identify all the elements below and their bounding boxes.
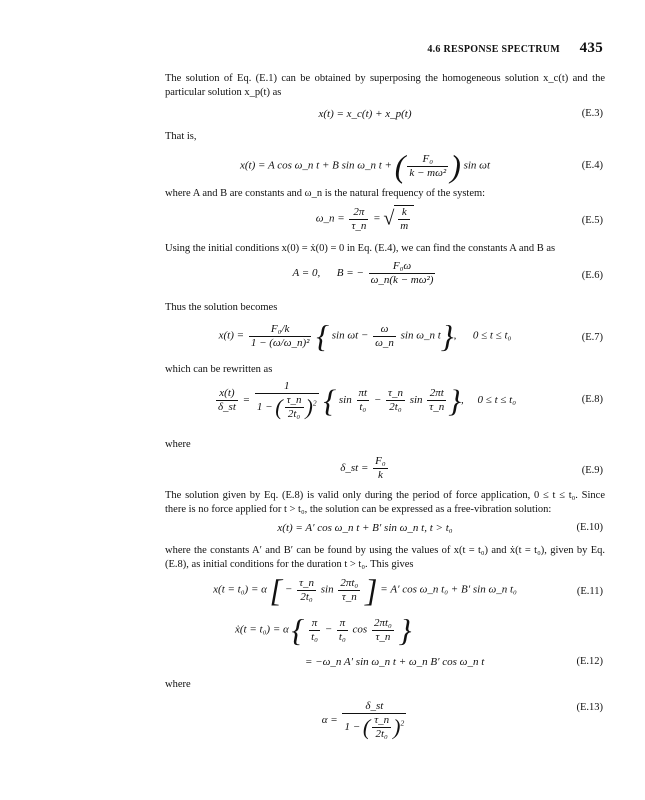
- equation-e11: x(t = t₀) = α [ − $\frac{\tau\_n}{\text{2t₀}}$ sin $\frac{\text{2πt₀}}{\tau\_n}$ ] = A′ cos ω_n t₀ + B′ sin ω_n t₀ (E.11): [213, 572, 603, 608]
- equation-e9: δ_st = $\frac{\text{F₀}}{k}$ (E.9): [340, 455, 603, 481]
- paragraph: Thus the solution becomes: [165, 302, 278, 313]
- paragraph: That is,: [165, 131, 197, 142]
- paragraph: where the constants A′ and B′ can be found by using the values of x(t = t₀) and ẋ(t = t₀), given by Eq. (E.8), as initial conditions for the duration t > t₀. This gives: [165, 545, 605, 570]
- equation-e10: x(t) = A′ cos ω_n t + B′ sin ω_n t, t > t₀ (E.10): [277, 522, 603, 534]
- equation-e3: x(t) = x_c(t) + x_p(t) (E.3): [318, 108, 603, 120]
- section-title: 4.6 RESPONSE SPECTRUM: [427, 44, 561, 55]
- equation-e8: $\frac{x(t)}{\delta\_st}$ = 1 1 − ( $\frac{\tau\_n}{\text{2t₀}}$ )$^2$ { sin $\frac{\pi t}{\text{t₀}}$ − $\frac{\tau\_n}{\text{2t₀}}$ sin $\frac{2\pi t}{\tau\_n}$ }, 0 ≤ t ≤ t₀ (E.8): [217, 380, 603, 420]
- equation-e4: x(t) = A cos ω_n t + B sin ω_n t + ( $\frac{\text{F₀}}{\text{k − mω²}}$ ) sin ωt (E.4): [239, 148, 603, 184]
- running-header: [427, 40, 603, 57]
- equation-e13: α = δ_st 1 − ( $\frac{\tau\_n}{\text{2t₀}}$ )$^2$ (E.13): [321, 700, 603, 740]
- page-number: 435: [579, 40, 603, 56]
- equation-e7: x(t) = $\frac{\text{F₀/k}}{\text{1 − (ω/ω\_n)²}}$ { sin ωt − $\frac{\omega}{\omega\_n}$ sin ω_n t}, 0 ≤ t ≤ t₀ (E.7): [218, 318, 603, 354]
- paragraph: where: [165, 679, 191, 690]
- equation-e6: A = 0, B = − $\frac{\text{F₀ω}}{\text{ω\_n(k − mω²)}}$ (E.6): [292, 260, 603, 286]
- equation-e12b: = −ω_n A′ sin ω_n t + ω_n B′ cos ω_n t (E.12): [305, 656, 603, 668]
- paragraph: which can be rewritten as: [165, 364, 273, 375]
- equation-e5: ω_n = $\frac{2\pi}{\tau\_n}$ = √ $\frac{k}{m}$ (E.5): [315, 205, 603, 232]
- paragraph: where: [165, 439, 191, 450]
- paragraph: Using the initial conditions x(0) = ẋ(0) = 0 in Eq. (E.4), we can find the constants A and B as: [165, 243, 556, 254]
- equation-e12a: ẋ(t = t₀) = α { $\frac{\pi}{\text{t₀}}$ − $\frac{\pi}{\text{t₀}}$ cos $\frac{\text{2πt₀}}{\tau\_n}$ }: [235, 612, 412, 648]
- paragraph: The solution of Eq. (E.1) can be obtained by superposing the homogeneous solution x_c(t) and the particular solution x_p(t) as: [165, 73, 605, 98]
- paragraph: The solution given by Eq. (E.8) is valid only during the period of force application, 0 ≤ t ≤ t₀. Since there is no force applied for t > t₀, the solution can be expressed as a free-vibration solution:: [165, 490, 605, 515]
- paragraph: where A and B are constants and ω_n is the natural frequency of the system:: [165, 188, 486, 199]
